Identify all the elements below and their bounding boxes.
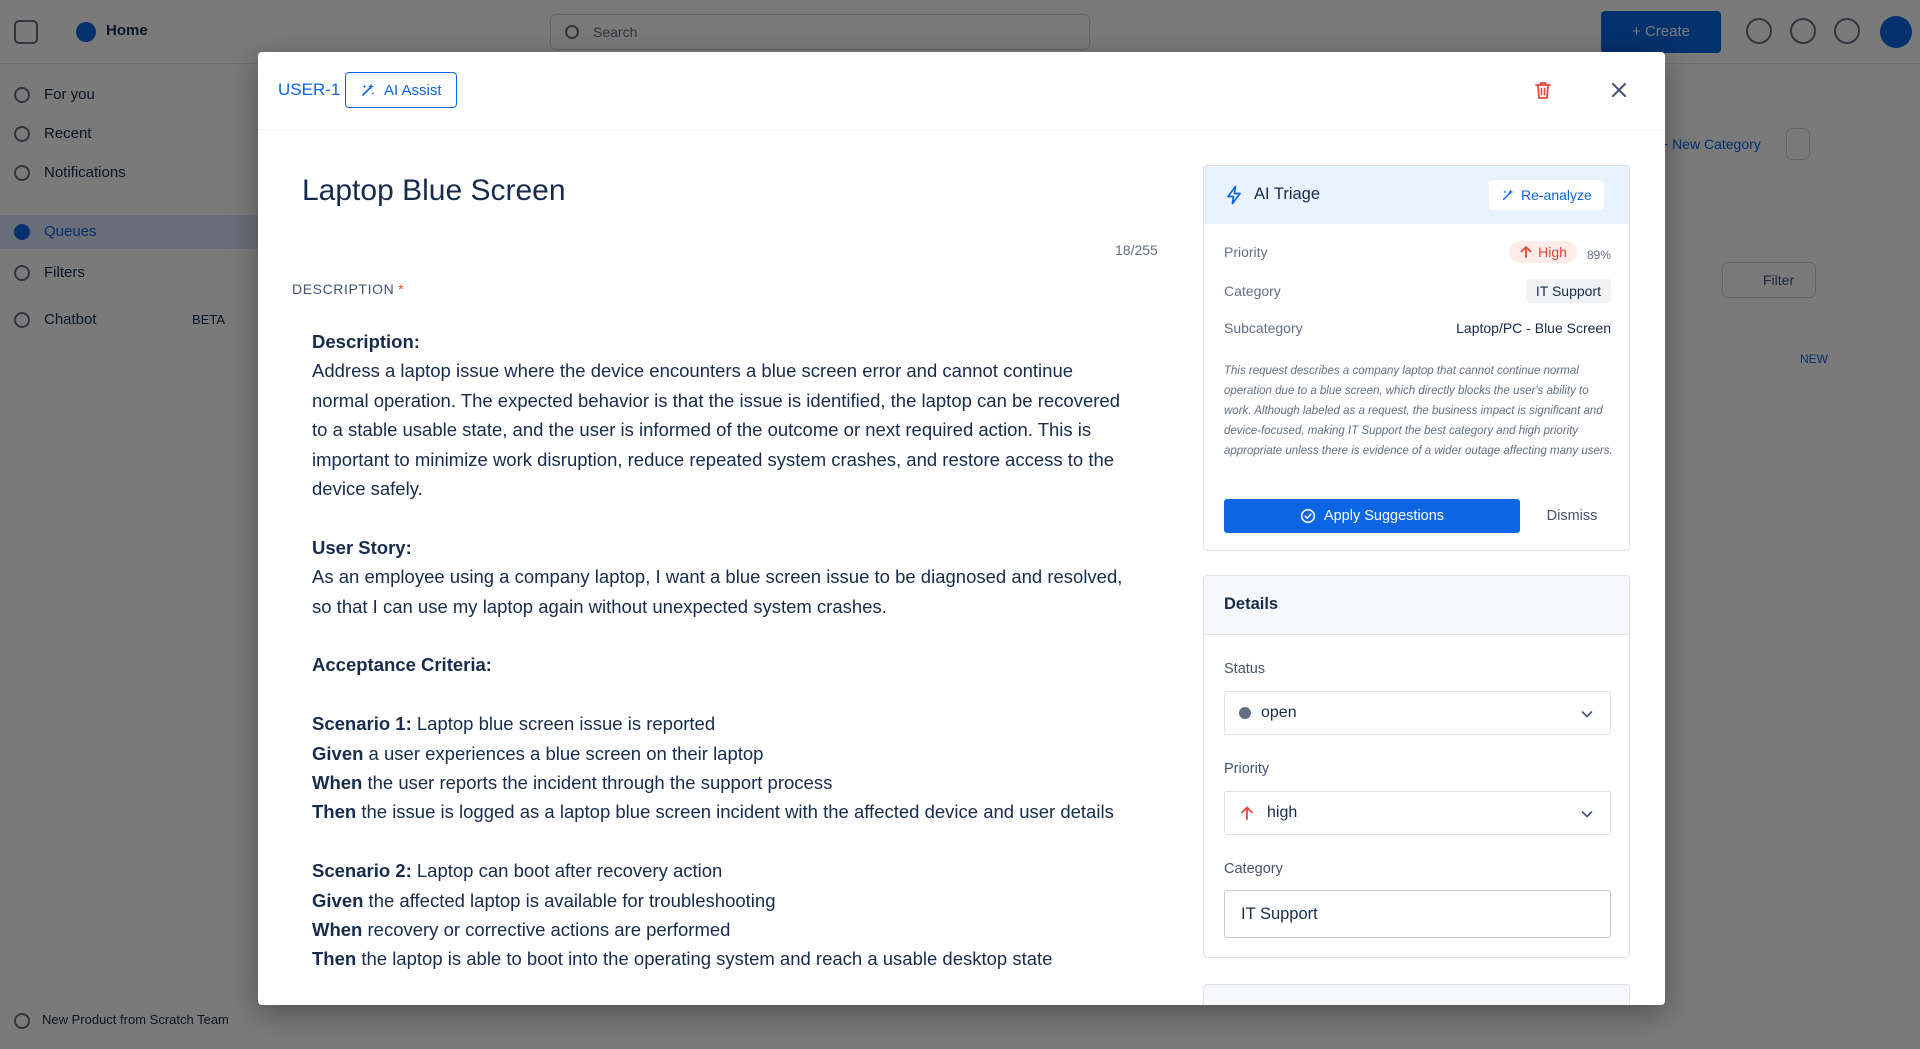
user-story-text: As an employee using a company laptop, I want a blue screen issue to be diagnosed and resolved, so that I can use my laptop again without unexpected system crashes. bbox=[312, 566, 1123, 617]
when-keyword: When bbox=[312, 772, 363, 794]
lightning-icon bbox=[1224, 185, 1244, 205]
trash-icon[interactable] bbox=[1532, 79, 1554, 101]
given-keyword: Given bbox=[312, 889, 364, 911]
triage-category-row bbox=[1224, 278, 1611, 304]
dismiss-button[interactable]: Dismiss bbox=[1537, 499, 1607, 533]
next-card bbox=[1203, 984, 1630, 1005]
description-text: Address a laptop issue where the device encounters a blue screen error and cannot continue normal operation. The expected behavior is that the issue is identified, the laptop can be recovered to a stable usable state, and the user is informed of the outcome or next required action. This is important to minimize work disruption, reduce repeated system crashes, and restore access to the device safely. bbox=[312, 360, 1120, 500]
confidence-score: 89% bbox=[1586, 248, 1611, 262]
details-title: Details bbox=[1224, 595, 1279, 613]
description-editor[interactable] bbox=[312, 327, 1132, 1003]
triage-subcategory-value: Laptop/PC - Blue Screen bbox=[1456, 320, 1611, 336]
sparkle-icon bbox=[360, 82, 376, 98]
when-text: the user reports the incident through the support process bbox=[362, 772, 833, 794]
triage-priority-label: Priority bbox=[1224, 244, 1268, 260]
priority-chip-label: High bbox=[1538, 244, 1567, 260]
acceptance-criteria-section bbox=[312, 650, 1132, 679]
priority-chip bbox=[1509, 241, 1577, 263]
ai-triage-title: AI Triage bbox=[1254, 185, 1321, 203]
given-keyword: Given bbox=[312, 742, 364, 764]
chevron-down-icon bbox=[1580, 807, 1594, 821]
ai-triage-card bbox=[1203, 165, 1630, 551]
priority-value: high bbox=[1267, 804, 1298, 821]
description-label-text: DESCRIPTION bbox=[292, 281, 395, 297]
issue-key-link[interactable]: USER-1 bbox=[278, 80, 341, 99]
chevron-down-icon bbox=[1580, 707, 1594, 721]
user-story-heading: User Story: bbox=[312, 536, 412, 558]
description-heading: Description: bbox=[312, 331, 420, 352]
close-icon[interactable] bbox=[1608, 79, 1630, 101]
title-char-count: 18/255 bbox=[1115, 242, 1158, 258]
status-label: Status bbox=[1224, 661, 1266, 677]
modal-header bbox=[258, 52, 1665, 130]
apply-suggestions-button[interactable] bbox=[1224, 499, 1520, 533]
then-keyword: Then bbox=[312, 948, 357, 970]
acceptance-criteria-heading: Acceptance Criteria: bbox=[312, 654, 492, 676]
ai-assist-label: AI Assist bbox=[384, 81, 442, 99]
category-chip: IT Support bbox=[1526, 279, 1611, 303]
status-select[interactable] bbox=[1224, 691, 1611, 735]
triage-reasoning: This request describes a company laptop that cannot continue normal operation due to a blue screen, which directly blocks the user's ability to work. Although labeled as a request, the business impact is significant and device-focused, making IT Support the best category and high priority appropriate unless there is evidence of a wider outage affecting many users. bbox=[1224, 365, 1613, 457]
scenario-title: Scenario 2: bbox=[312, 860, 412, 882]
scenario-1 bbox=[312, 709, 1132, 827]
sparkle-icon bbox=[1501, 188, 1515, 202]
issue-content bbox=[258, 130, 1188, 1005]
then-keyword: Then bbox=[312, 801, 357, 823]
ai-triage-header bbox=[1204, 166, 1629, 224]
description-section bbox=[312, 327, 1132, 503]
scenario-title: Scenario 1: bbox=[312, 713, 412, 735]
triage-priority-value bbox=[1509, 241, 1611, 263]
required-mark: * bbox=[398, 281, 405, 297]
then-text: the laptop is able to boot into the operating system and reach a usable desktop state bbox=[356, 948, 1053, 970]
scenario-2 bbox=[312, 856, 1132, 974]
check-circle-icon bbox=[1300, 508, 1316, 524]
issue-title[interactable]: Laptop Blue Screen bbox=[302, 174, 566, 207]
user-story-section bbox=[312, 533, 1132, 621]
apply-suggestions-label: Apply Suggestions bbox=[1323, 508, 1445, 524]
details-card bbox=[1203, 575, 1630, 958]
when-text: recovery or corrective actions are performed bbox=[362, 919, 731, 941]
scenario-title-text: Laptop blue screen issue is reported bbox=[411, 713, 716, 735]
arrow-up-icon bbox=[1239, 805, 1255, 821]
priority-label: Priority bbox=[1224, 761, 1270, 777]
reanalyze-button[interactable] bbox=[1489, 180, 1604, 210]
then-text: the issue is logged as a laptop blue screen incident with the affected device and user details bbox=[356, 801, 1114, 823]
when-keyword: When bbox=[312, 919, 363, 941]
reanalyze-label: Re-analyze bbox=[1521, 187, 1592, 203]
ai-assist-button[interactable] bbox=[345, 72, 457, 108]
triage-category-label: Category bbox=[1224, 283, 1281, 299]
status-value: open bbox=[1261, 704, 1297, 721]
triage-subcategory-label: Subcategory bbox=[1224, 320, 1303, 336]
status-dot-icon bbox=[1239, 707, 1251, 719]
details-header[interactable] bbox=[1204, 576, 1629, 635]
triage-subcategory-row bbox=[1224, 315, 1611, 341]
given-text: the affected laptop is available for troubleshooting bbox=[363, 889, 776, 911]
category-field[interactable]: IT Support bbox=[1224, 890, 1611, 938]
category-label: Category bbox=[1224, 861, 1283, 877]
priority-select[interactable] bbox=[1224, 791, 1611, 835]
arrow-up-icon bbox=[1519, 245, 1533, 259]
scenario-title-text: Laptop can boot after recovery action bbox=[411, 860, 723, 882]
given-text: a user experiences a blue screen on their laptop bbox=[363, 742, 764, 764]
description-label bbox=[292, 281, 404, 297]
triage-priority-row bbox=[1224, 239, 1611, 265]
issue-modal bbox=[258, 52, 1665, 1005]
